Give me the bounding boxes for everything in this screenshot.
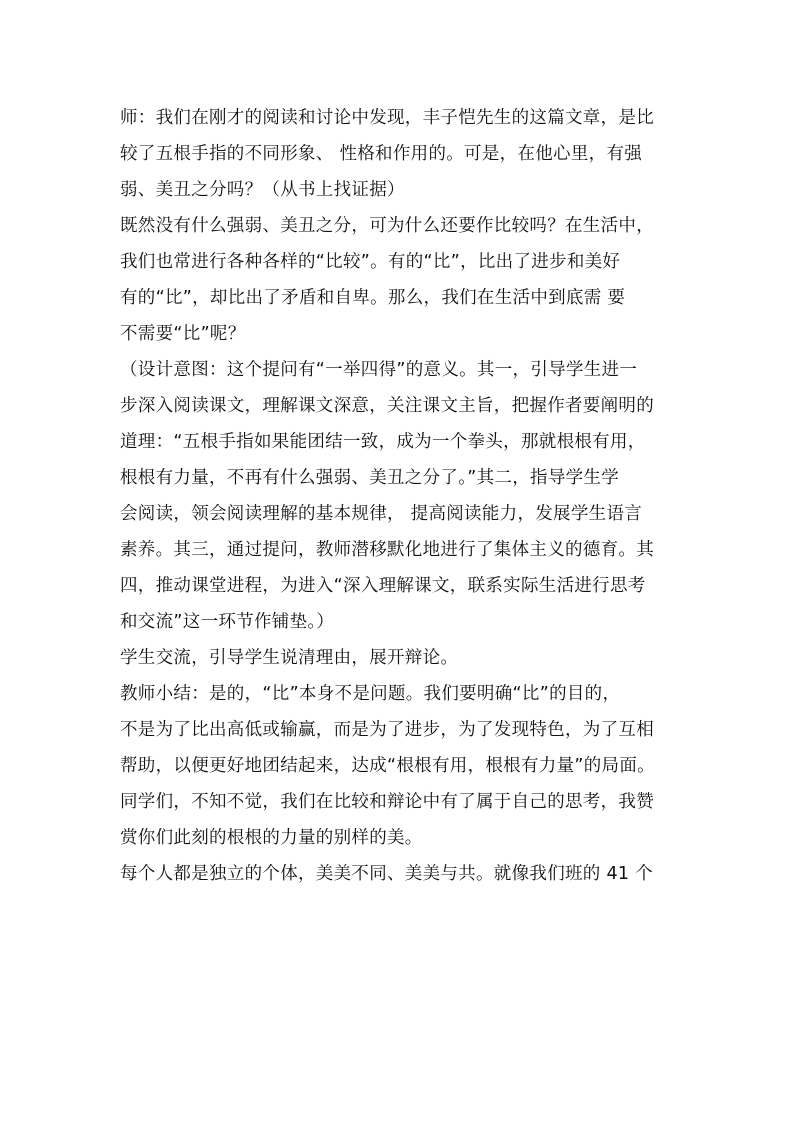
text-line: 弱、美丑之分吗？（从书上找证据） <box>120 180 405 200</box>
text-line: 教师小结：是的，“比”本身不是问题。我们要明确“比”的目的， <box>120 684 621 704</box>
text-line: 既然没有什么强弱、美丑之分，可为什么还要作比较吗？在生活中， <box>120 216 654 236</box>
text-line: 有的“比”，却比出了矛盾和自卑。那么，我们在生活中到底需 要 <box>120 288 626 308</box>
text-line: 会阅读，领会阅读理解的基本规律， 提高阅读能力，发展学生语言 <box>120 504 643 524</box>
text-line: 道理：“五根手指如果能团结一致，成为一个拳头，那就根根有用， <box>120 432 646 452</box>
text-line: 帮助，以便更好地团结起来，达成“根根有用，根根有力量”的局面。 <box>120 756 655 776</box>
text-line: 赏你们此刻的根根的力量的别样的美。 <box>120 828 423 848</box>
text-line: 不需要“比”呢？ <box>120 324 246 344</box>
text-line: 步深入阅读课文，理解课文深意，关注课文主旨，把握作者要阐明的 <box>120 396 654 416</box>
text-line: 每个人都是独立的个体，美美不同、美美与共。就像我们班的 41 个 <box>120 864 653 884</box>
text-line: 同学们，不知不觉，我们在比较和辩论中有了属于自己的思考，我赞 <box>120 792 654 812</box>
text-line: 不是为了比出高低或输赢，而是为了进步，为了发现特色，为了互相 <box>120 720 654 740</box>
document-body <box>120 100 680 892</box>
text-line: 四，推动课堂进程，为进入“深入理解课文，联系实际生活进行思考 <box>120 576 646 596</box>
text-line: 较了五根手指的不同形象、 性格和作用的。可是，在他心里，有强 <box>120 144 643 164</box>
text-line: 我们也常进行各种各样的“比较”。有的“比”，比出了进步和美好 <box>120 252 621 272</box>
text-line: （设计意图：这个提问有“一举四得”的意义。其一，引导学生进一 <box>120 360 638 380</box>
text-line: 素养。其三，通过提问，教师潜移默化地进行了集体主义的德育。其 <box>120 540 654 560</box>
text-line: 师：我们在刚才的阅读和讨论中发现，丰子恺先生的这篇文章，是比 <box>120 108 654 128</box>
text-line: 和交流”这一环节作铺垫。） <box>120 612 335 632</box>
text-line: 根根有力量，不再有什么强弱、美丑之分了。”其二，指导学生学 <box>120 468 620 488</box>
text-line: 学生交流，引导学生说清理由，展开辩论。 <box>120 648 459 668</box>
